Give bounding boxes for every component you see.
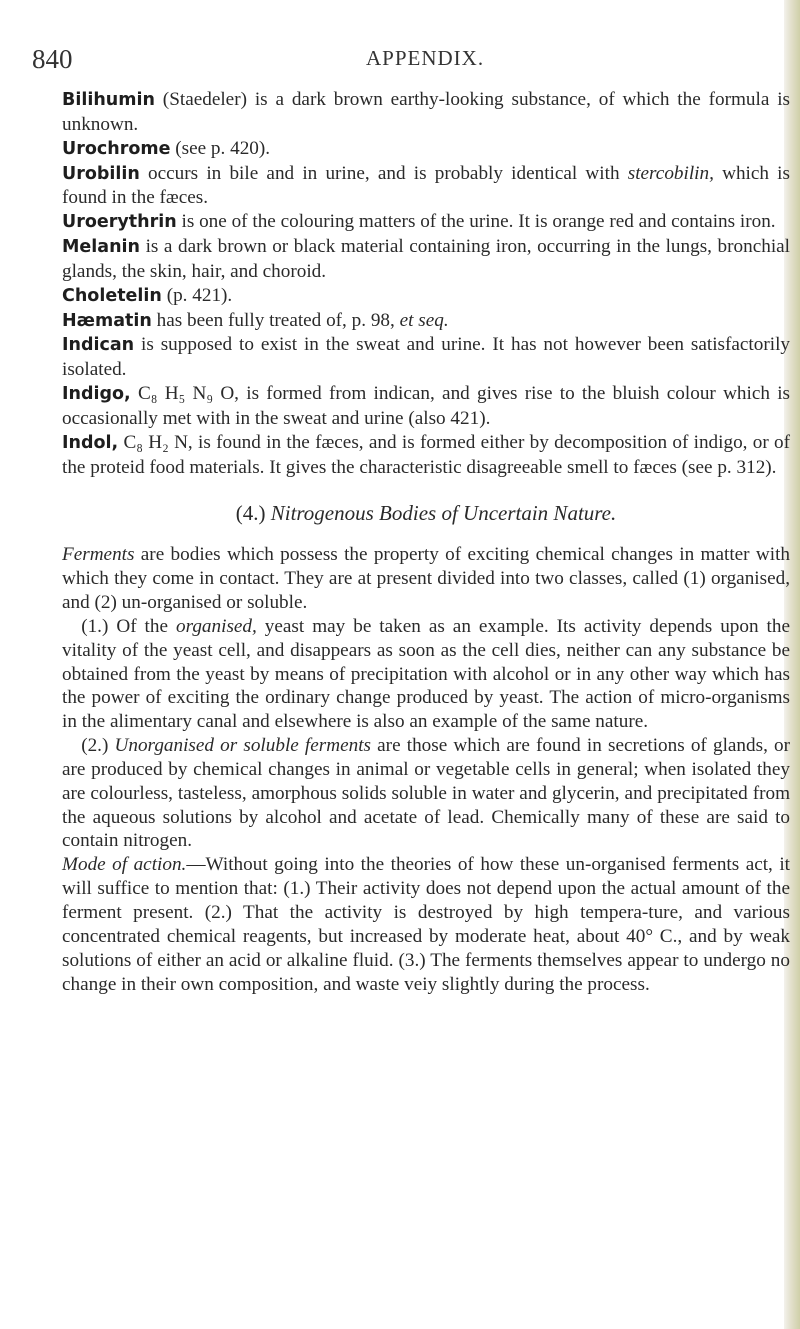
term: Hæmatin — [62, 310, 152, 331]
term: Urochrome — [62, 138, 171, 159]
section-heading: (4.) Nitrogenous Bodies of Uncertain Nature. — [235, 500, 617, 525]
entry-choletelin: Choletelin (p. 421). — [62, 284, 233, 306]
term: Melanin — [62, 237, 141, 258]
paragraph-ferments: Ferments are bodies which possess the property of exciting chemical changes in matter with which they come in contact. They are at present divided into two classes, called (1) organised, and (2) un-organised or soluble. — [62, 544, 790, 614]
term: Indol, — [62, 432, 119, 453]
entry-urochrome: Urochrome (see p. 420). — [62, 137, 271, 159]
term: Bilihumin — [62, 90, 155, 110]
entry-indigo: Indigo, C₈ H₅ N₉ O, is formed from indican, and gives rise to the bluish colour which is occasionally met with in the sweat and urine (also 421). — [62, 383, 791, 429]
page-header — [32, 44, 772, 84]
paragraph-mode-of-action: Mode of action.—Without going into the theories of how these un-organised ferments act, it will suffice to mention that: (1.) Their activity does not depend upon the actual amount of the ferment present. (2.) That the activity is destroyed by high tempera-ture, and various concentrated chemical reagents, but increased by moderate heat, about 40° C., and by weak solutions of either an acid or alkaline fluid. (3.) The ferments themselves appear to undergo no change in their own composition, and waste veiy slightly during the process. — [62, 854, 791, 995]
term: Indigo, — [62, 384, 131, 405]
paragraph-organised: (1.) Of the organised, yeast may be taken as an example. Its activity depends upon the vitality of the yeast cell, and disappears as soon as the cell dies, neither can any substance be obtained from the yeast by means of precipitation with alcohol or in any other way which has the power of exciting the ordinary change produced by yeast. The action of micro-organisms in the alimentary canal and elsewhere is also an example of the same nature. — [62, 615, 790, 733]
paragraph-unorganised: (2.) Unorganised or soluble ferments are those which are found in secretions of glands, or are produced by chemical changes in animal or vegetable cells in general; when isolated they are colourless, tasteless, amorphous solids soluble in water and glycerin, and precipitated from the aqueous solutions by alcohol and acetate of lead. Chemically many of these are said to contain nitrogen. — [62, 735, 790, 852]
term: Choletelin — [62, 285, 162, 306]
entry-indol: Indol, C₈ H₂ N, is found in the fæces, and is formed either by decomposition of indigo, or of the proteid food materials. It gives the characteristic disagreeable smell to fæces (see p. 312). — [62, 431, 791, 478]
entry-melanin: Melanin is a dark brown or black material containing iron, occurring in the lungs, bronchial glands, the skin, hair, and choroid. — [62, 236, 790, 282]
term: Indican — [62, 335, 135, 356]
entry-bilihumin: Bilihumin (Staedeler) is a dark brown earthy-looking substance, of which the formula is unknown. — [62, 89, 790, 135]
term: Uroerythrin — [62, 212, 177, 233]
chemical-formula: C₈ H₂ N, — [118, 431, 193, 453]
entry-urobilin: Urobilin occurs in bile and in urine, and is probably identical with stercobilin, which is found in the fæces. — [62, 162, 790, 209]
page-body — [62, 88, 790, 996]
term: Urobilin — [62, 163, 140, 184]
chemical-formula: C₈ H₅ N₉ O, — [130, 383, 239, 405]
entry-uroerythrin: Uroerythrin is one of the colouring matters of the urine. It is orange red and contains iron. — [62, 211, 776, 233]
page-number: 840 — [32, 44, 73, 74]
running-head: APPENDIX. — [366, 46, 485, 70]
entry-indican: Indican is supposed to exist in the sweat and urine. It has not however been satisfactorily isolated. — [62, 334, 790, 381]
entry-haematin: Hæmatin has been fully treated of, p. 98, et seq. — [62, 309, 449, 331]
